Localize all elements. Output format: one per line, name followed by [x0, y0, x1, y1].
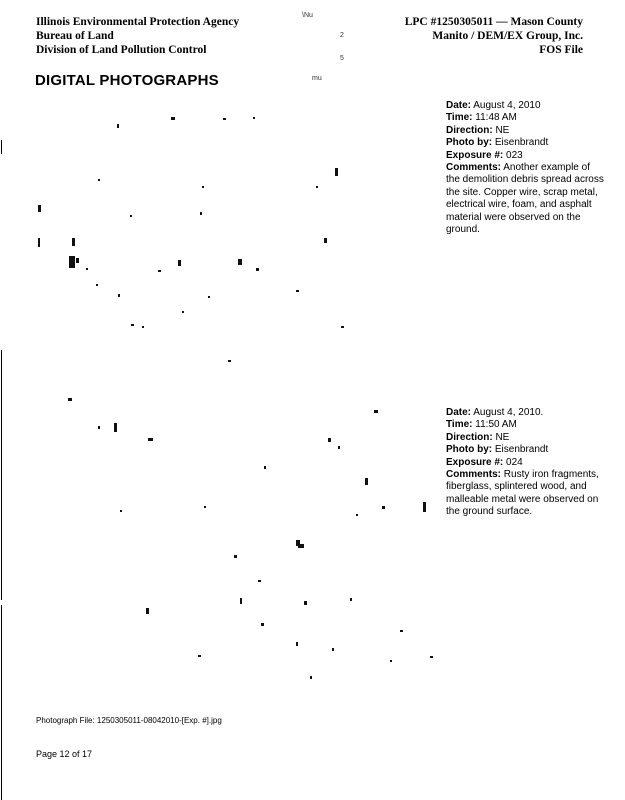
time-label: Time:: [446, 112, 473, 124]
comments-label: Comments:: [446, 162, 502, 174]
stray-mark: 5: [340, 55, 344, 62]
photo-2-image: [38, 398, 434, 688]
photograph-file-name: Photograph File: 1250305011-08042010-[Exp. #].jpg: [36, 716, 222, 725]
photographer: Eisenbrandt: [494, 444, 549, 456]
comments-label: Comments:: [446, 469, 502, 481]
photo-1-details: [446, 100, 606, 236]
exposure-label: Exposure #:: [446, 149, 504, 161]
photo-1: [38, 98, 434, 388]
site-header: [323, 15, 583, 57]
photo-time: 11:48 AM: [475, 112, 517, 124]
page-title: DIGITAL PHOTOGRAPHS: [35, 72, 219, 89]
page-number: Page 12 of 17: [36, 749, 93, 759]
date-label: Date:: [446, 407, 472, 418]
stray-mark: \Nu: [302, 12, 313, 19]
site-name: Manito / DEM/EX Group, Inc.: [432, 30, 583, 42]
scan-edge-line: [1, 140, 2, 154]
photographer-label: Photo by:: [446, 137, 493, 149]
exposure-number: 023: [506, 149, 523, 161]
bureau-name: Bureau of Land: [36, 30, 114, 42]
photo-comments: Rusty iron fragments, fiberglass, splintered wood, and malleable metal were observed on the ground surface.: [446, 469, 599, 518]
agency-header: [36, 15, 239, 57]
exposure-label: Exposure #:: [446, 456, 504, 468]
photo-1-image: [38, 98, 434, 388]
agency-name: Illinois Environmental Protection Agency: [36, 16, 240, 28]
scan-edge-line: [1, 350, 2, 600]
stray-mark: mu: [312, 75, 322, 82]
direction-label: Direction:: [446, 431, 493, 443]
photo-comments: Another example of the demolition debris spread across the site. Copper wire, scrap metal, electrical wire, foam, and asphalt material were observed on the ground.: [446, 162, 604, 236]
file-type: FOS File: [539, 44, 583, 56]
time-label: Time:: [446, 419, 473, 431]
photo-2-details: [446, 407, 606, 519]
photo-2: [38, 398, 434, 688]
exposure-number: 024: [506, 456, 523, 468]
photo-date: August 4, 2010.: [473, 407, 544, 418]
photo-direction: NE: [495, 431, 510, 443]
division-name: Division of Land Pollution Control: [36, 44, 207, 56]
date-label: Date:: [446, 100, 472, 111]
photographer: Eisenbrandt: [494, 137, 549, 149]
direction-label: Direction:: [446, 124, 493, 136]
scan-edge-line: [1, 605, 2, 800]
lpc-number: LPC #1250305011 — Mason County: [404, 16, 583, 28]
photo-time: 11:50 AM: [475, 419, 517, 431]
photographer-label: Photo by:: [446, 444, 493, 456]
stray-mark: 2: [340, 32, 344, 39]
photo-direction: NE: [495, 124, 510, 136]
photo-date: August 4, 2010: [473, 100, 541, 111]
